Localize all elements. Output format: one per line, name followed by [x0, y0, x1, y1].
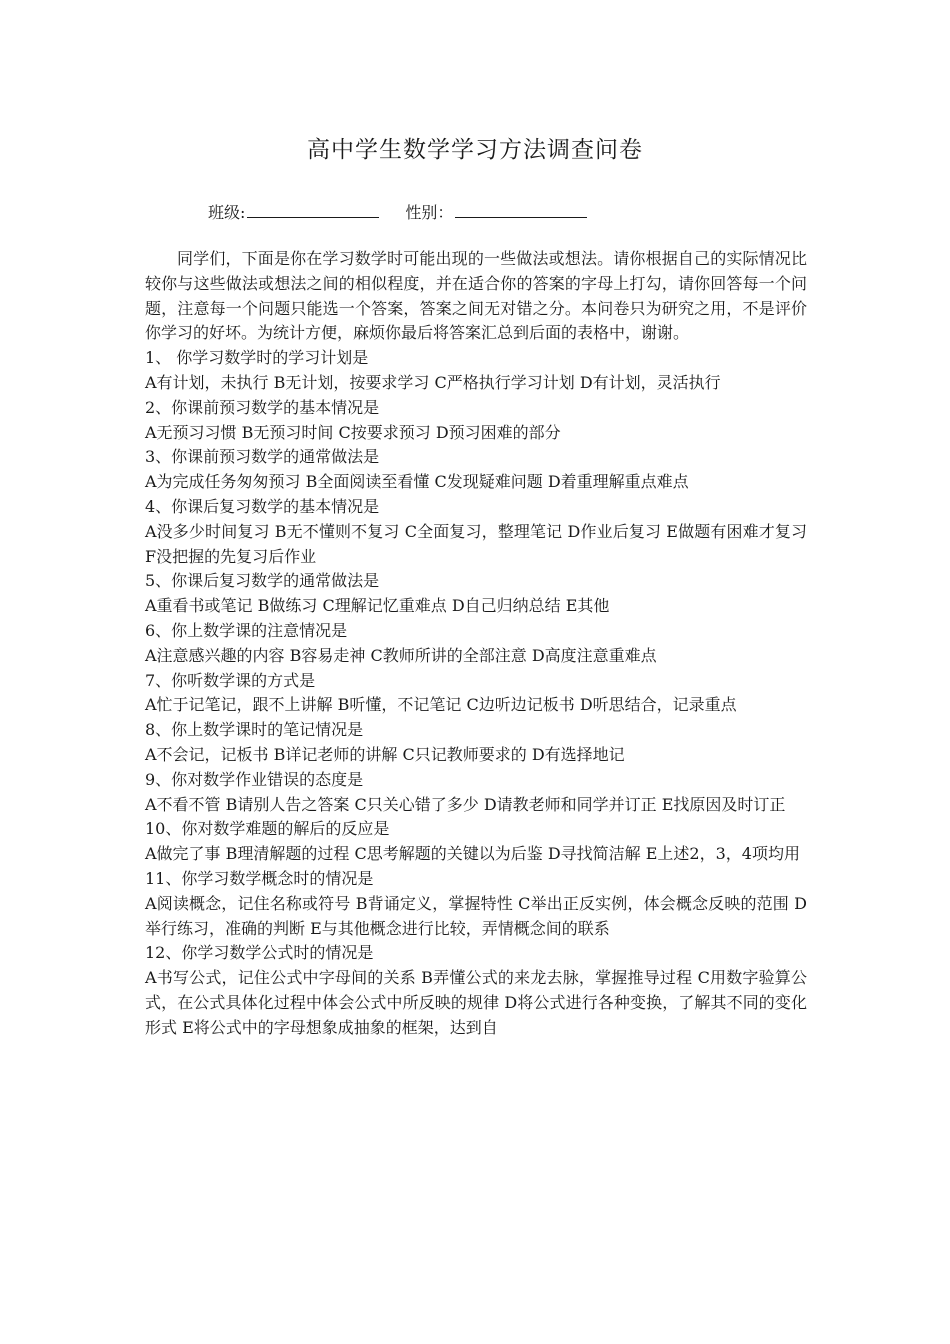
question-text: 7、你听数学课的方式是 [145, 670, 316, 690]
question-options: A做完了事 B理清解题的过程 C思考解题的关键以为后鉴 D寻找简洁解 E上述2，3，4项均用 [145, 844, 800, 864]
question-options: A不看不管 B请别人告之答案 C只关心错了多少 D请教老师和同学并订正 E找原因及时订正 [145, 794, 786, 814]
question-text: 6、你上数学课的注意情况是 [145, 620, 348, 640]
question-text: 5、你课后复习数学的通常做法是 [145, 571, 380, 591]
question-options: A书写公式，记住公式中字母间的关系 B弄懂公式的来龙去脉，掌握推导过程 C用数字验算公式，在公式具体化过程中体会公式中所反映的规律 D将公式进行各种变换，了解其不同的变化形式 E将公式中的字母想象成抽象的框架，达到自 [145, 968, 807, 1037]
question-text: 8、你上数学课时的笔记情况是 [145, 720, 364, 740]
question-options: A无预习习惯 B无预习时间 C按要求预习 D预习困难的部分 [145, 422, 561, 442]
question-text: 2、你课前预习数学的基本情况是 [145, 397, 380, 417]
question-text: 4、你课后复习数学的基本情况是 [145, 496, 380, 516]
question-options: A为完成任务匆匆预习 B全面阅读至看懂 C发现疑难问题 D着重理解重点难点 [145, 472, 689, 492]
question-options: A没多少时间复习 B无不懂则不复习 C全面复习，整理笔记 D作业后复习 E做题有困难才复习 F没把握的先复习后作业 [145, 521, 807, 566]
question-text: 3、你课前预习数学的通常做法是 [145, 447, 380, 467]
question-options: A阅读概念，记住名称或符号 B背诵定义，掌握特性 C举出正反实例，体会概念反映的范围 D举行练习，准确的判断 E与其他概念进行比较，弄情概念间的联系 [145, 893, 807, 938]
question-options: A重看书或笔记 B做练习 C理解记忆重难点 D自己归纳总结 E其他 [145, 596, 610, 616]
question-text: 1、 你学习数学时的学习计划是 [145, 348, 369, 368]
question-options: A有计划，未执行 B无计划，按要求学习 C严格执行学习计划 D有计划，灵活执行 [145, 372, 721, 392]
question-options: A忙于记笔记，跟不上讲解 B听懂，不记笔记 C边听边记板书 D听思结合，记录重点 [145, 695, 737, 715]
document-title: 高中学生数学学习方法调查问卷 [307, 137, 643, 163]
question-text: 9、你对数学作业错误的态度是 [145, 769, 364, 789]
class-blank-line[interactable] [247, 199, 379, 218]
question-text: 11、你学习数学概念时的情况是 [145, 868, 374, 888]
question-text: 10、你对数学难题的解后的反应是 [145, 819, 390, 839]
student-info-row [208, 199, 587, 225]
question-list [145, 346, 807, 1040]
question-options: A注意感兴趣的内容 B容易走神 C教师所讲的全部注意 D高度注意重难点 [145, 645, 657, 665]
question-text: 12、你学习数学公式时的情况是 [145, 943, 374, 963]
questionnaire-body [145, 247, 807, 1041]
class-label: 班级: [208, 203, 246, 222]
intro-paragraph: 同学们，下面是你在学习数学时可能出现的一些做法或想法。请你根据自己的实际情况比较你与这些做法或想法之间的相似程度，并在适合你的答案的字母上打勾，请你回答每一个问题，注意每一个问题只能选一个答案，答案之间无对错之分。本问卷只为研究之用，不是评价你学习的好坏。为统计方便，麻烦你最后将答案汇总到后面的表格中，谢谢。 [145, 249, 807, 343]
gender-blank-line[interactable] [455, 199, 587, 218]
gender-label: 性别： [405, 203, 454, 222]
question-options: A不会记，记板书 B详记老师的讲解 C只记教师要求的 D有选择地记 [145, 744, 625, 764]
